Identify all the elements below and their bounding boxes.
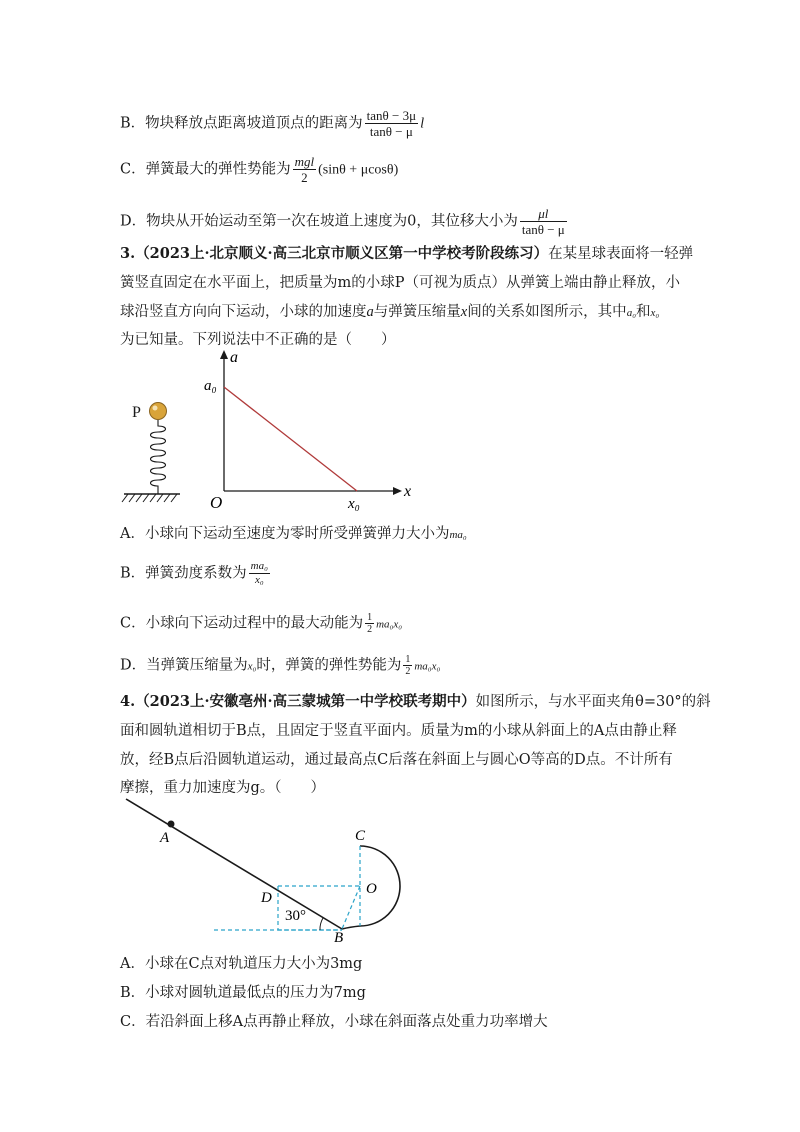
- radius-ob: [342, 886, 360, 929]
- q3-option-c: C．小球向下运动过程中的最大动能为 $\frac{1}{2}$ ma₀x₀: [120, 612, 403, 635]
- ball-highlight: [153, 406, 158, 411]
- fraction: $\frac{\text{mgl}}{2}$: [294, 154, 315, 185]
- q3-figure: [118, 348, 428, 513]
- ground-hatch: [122, 494, 177, 502]
- label-c: C: [355, 828, 366, 844]
- label-o: O: [366, 881, 377, 897]
- q3-option-b: B．弹簧劲度系数为 $\frac{\text{ma₀}}{\text{x₀}}$: [120, 560, 268, 586]
- label-d: D: [261, 890, 272, 906]
- q4-option-b: B．小球对圆轨道最低点的压力为7mg: [120, 985, 366, 1001]
- q4-option-c: C．若沿斜面上移A点再静止释放，小球在斜面落点处重力功率增大: [120, 1014, 548, 1030]
- q2-option-c: C．弹簧最大的弹性势能为 $\frac{\text{mgl}}{2}$ (sinθ + μcosθ): [120, 154, 399, 185]
- angle-label: 30°: [285, 908, 306, 924]
- q4-stem-line4: 摩擦，重力加速度为g。（ ）: [120, 780, 326, 796]
- q3-stem-line3: 球沿竖直方向向下运动，小球的加速度a与弹簧压缩量x间的关系如图所示，其中a₀和x₀: [120, 304, 660, 320]
- q2-option-d: D．物块从开始运动至第一次在坡道上速度为0，其位移大小为 $\frac{\mu l}{\tan\theta - \mu}$: [120, 206, 565, 237]
- y-axis-arrow: [220, 350, 228, 359]
- q3-option-d: D．当弹簧压缩量为x₀时，弹簧的弹性势能为 $\frac{1}{2}$ ma₀x₀: [120, 654, 441, 677]
- q3-stem-line2: 簧竖直固定在水平面上，把质量为m的小球P（可视为质点）从弹簧上端由静止释放，小: [120, 275, 681, 291]
- x-intercept-label: x₀: [348, 496, 360, 512]
- angle-arc: [320, 918, 323, 930]
- x-axis-label: x: [404, 483, 412, 500]
- q4-stem-line2: 面和圆轨道相切于B点，且固定于竖直平面内。质量为m的小球从斜面上的A点由静止释: [120, 723, 677, 739]
- fraction: $\frac{1}{2}$: [405, 654, 411, 677]
- q2-option-b: B．物块释放点距离坡道顶点的距离为 $\frac{\tan\theta - 3\mu}{\tan\theta - \mu}$ l: [120, 108, 425, 139]
- q4-stem-line3: 放，经B点后沿圆轨道运动，通过最高点C后落在斜面上与圆心O等高的D点。不计所有: [120, 752, 673, 768]
- q4-stem-line1: 4.（2023上·安徽亳州·高三蒙城第一中学校联考期中）如图所示，与水平面夹角θ=30°的斜: [120, 693, 711, 710]
- q3-stem-line4: 为已知量。下列说法中不正确的是（ ）: [120, 332, 396, 348]
- fraction: $\frac{\mu l}{\tan\theta - \mu}$: [521, 206, 565, 237]
- origin-label: O: [210, 493, 223, 512]
- fraction: $\frac{\text{ma₀}}{\text{x₀}}$: [250, 560, 268, 586]
- track-joint: [342, 926, 360, 929]
- spring: [151, 420, 166, 494]
- q4-option-a: A．小球在C点对轨道压力大小为3mg: [120, 956, 363, 972]
- y-axis-label: a: [230, 349, 238, 366]
- label-b: B: [334, 930, 344, 946]
- point-a: [168, 821, 175, 828]
- q3-stem-line1: 3.（2023上·北京顺义·高三北京市顺义区第一中学校考阶段练习）在某星球表面将一轻弹: [120, 245, 694, 262]
- a-x-line: [224, 387, 357, 491]
- incline-line: [126, 799, 342, 929]
- q4-figure: [118, 796, 448, 946]
- x-axis-arrow: [393, 487, 402, 495]
- q3-option-a: A．小球向下运动至速度为零时所受弹簧弹力大小为ma₀: [120, 526, 467, 542]
- label-a: A: [160, 830, 170, 846]
- fraction: $\frac{\tan\theta - 3\mu}{\tan\theta - \mu}$: [366, 108, 417, 139]
- fraction: $\frac{1}{2}$: [367, 612, 373, 635]
- y-intercept-label: a₀: [204, 378, 217, 394]
- ball-label: P: [132, 404, 141, 421]
- ball-p: [150, 403, 167, 420]
